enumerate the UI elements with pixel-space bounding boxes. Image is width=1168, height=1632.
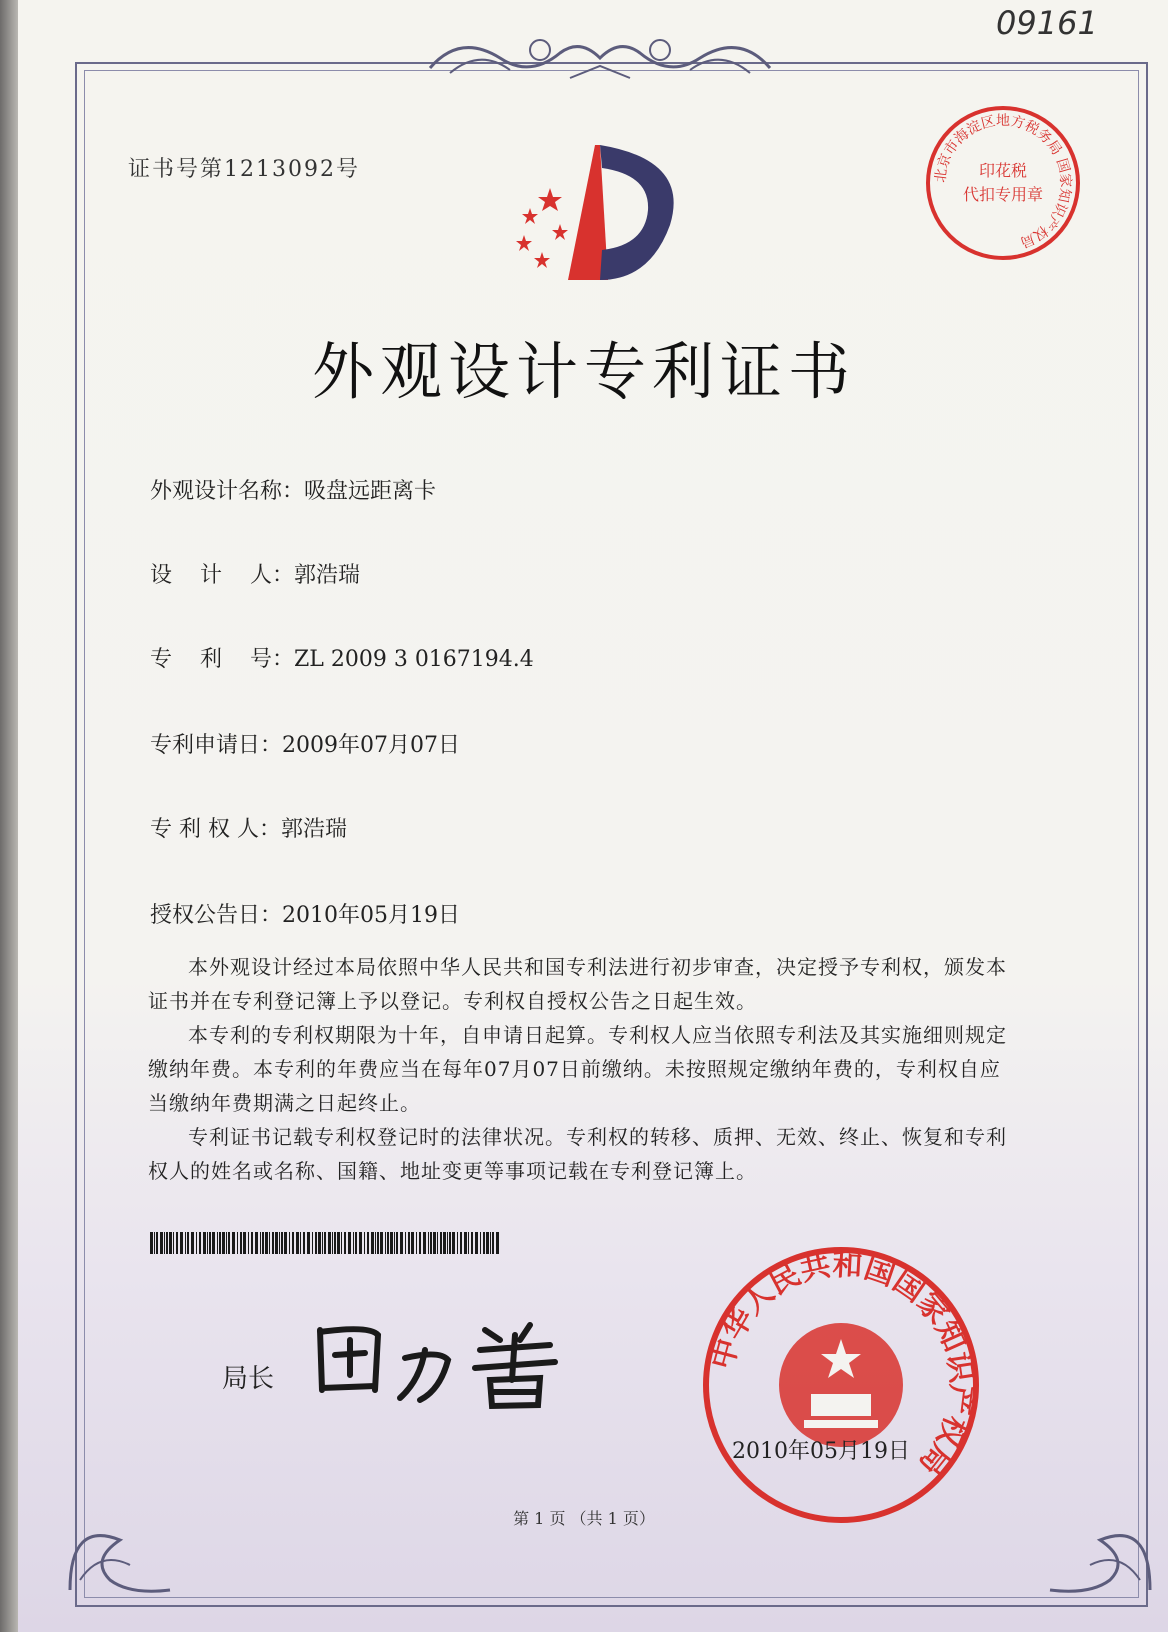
barcode-bar: [490, 1232, 491, 1254]
barcode-bar: [464, 1232, 467, 1254]
stamp-center-line2: 代扣专用章: [962, 185, 1044, 204]
barcode-bar: [367, 1232, 369, 1254]
barcode-bar: [400, 1232, 403, 1254]
field-value: 2009年07月07日: [282, 733, 460, 758]
handwritten-number: 09161: [996, 4, 1098, 42]
barcode-bar: [471, 1232, 473, 1254]
barcode-bar: [185, 1232, 186, 1254]
barcode-bar: [203, 1232, 206, 1254]
barcode-bar: [240, 1232, 242, 1254]
barcode-bar: [371, 1232, 374, 1254]
certificate-number: 证书号第1213092号: [128, 157, 360, 182]
body-paragraph: 本外观设计经过本局依照中华人民共和国专利法进行初步审查，决定授予专利权，颁发本证书并在专利登记簿上予以登记。专利权自授权公告之日起生效。: [148, 955, 1007, 1013]
director-signature: [300, 1310, 570, 1410]
barcode-bar: [265, 1232, 268, 1254]
application-date-field: [150, 728, 460, 759]
stamp-ring-text: 北京市海淀区地方税务局 国家知识产权局: [932, 112, 1074, 251]
barcode-bar: [423, 1232, 426, 1254]
barcode-bar: [196, 1232, 197, 1254]
barcode-bar: [364, 1232, 365, 1254]
body-paragraph: 本专利的专利权期限为十年，自申请日起算。专利权人应当依照专利法及其实施细则规定缴纳年费。本专利的年费应当在每年07月07日前缴纳。未按照规定缴纳年费的，专利权自应当缴纳年费期满之日起终止。: [148, 1023, 1007, 1115]
barcode-bar: [187, 1232, 189, 1254]
barcode-bar: [248, 1232, 249, 1254]
barcode-bar: [387, 1232, 389, 1254]
barcode-bar: [396, 1232, 398, 1254]
seal-ring-text: 中华人民共和国国家知识产权局: [704, 1247, 979, 1482]
barcode-bar: [385, 1232, 386, 1254]
barcode-bar: [380, 1232, 383, 1254]
barcode-bar: [475, 1232, 478, 1254]
field-value: 郭浩瑞: [293, 563, 360, 588]
barcode-bar: [217, 1232, 218, 1254]
barcode-bar: [344, 1232, 346, 1254]
svg-text:北京市海淀区地方税务局 国家知识产权局: [933, 112, 1074, 250]
barcode-bar: [359, 1232, 362, 1254]
barcode-bar: [449, 1232, 451, 1254]
scan-edge: [0, 0, 18, 1632]
barcode-bar: [492, 1232, 494, 1254]
barcode-bar: [337, 1232, 340, 1254]
barcode-bar: [440, 1232, 442, 1254]
barcode-bar: [332, 1232, 333, 1254]
barcode-bar: [154, 1232, 155, 1254]
barcode-bar: [156, 1232, 158, 1254]
field-label: 外观设计名称：: [150, 479, 305, 504]
director-label: 局长: [222, 1364, 275, 1394]
barcode-bar: [279, 1232, 280, 1254]
barcode-bar: [341, 1232, 342, 1254]
barcode-bar: [443, 1232, 446, 1254]
barcode-bar: [303, 1232, 305, 1254]
field-label: 设 计 人：: [150, 563, 294, 588]
national-emblem-icon: [779, 1323, 903, 1447]
tax-stamp: [924, 104, 1082, 262]
body-paragraph: 专利证书记载专利权登记时的法律状况。专利权的转移、质押、无效、终止、恢复和专利权人的姓名或名称、国籍、地址变更等事项记载在专利登记簿上。: [148, 1125, 1007, 1183]
barcode-bar: [237, 1232, 238, 1254]
page-title: 外观设计专利证书: [311, 335, 856, 408]
barcode-bar: [348, 1232, 351, 1254]
design-name-field: [150, 474, 436, 505]
field-label: 专 利 号：: [150, 647, 294, 672]
barcode-bar: [419, 1232, 421, 1254]
barcode-bar: [328, 1232, 331, 1254]
field-label: 专利申请日：: [150, 733, 283, 758]
barcode-bar: [355, 1232, 357, 1254]
patent-office-logo-icon: [500, 140, 700, 290]
barcode-bar: [180, 1232, 183, 1254]
barcode-bar: [243, 1232, 246, 1254]
barcode-bar: [307, 1232, 310, 1254]
barcode-bar: [300, 1232, 301, 1254]
barcode-bar: [437, 1232, 438, 1254]
barcode-bar: [160, 1232, 163, 1254]
field-value: ZL 2009 3 0167194.4: [293, 647, 534, 672]
corner-ornament-icon: [60, 1480, 180, 1600]
patent-number-field: [150, 642, 534, 673]
barcode-bar: [496, 1232, 499, 1254]
barcode-bar: [207, 1232, 208, 1254]
field-label: 授权公告日：: [150, 903, 283, 928]
barcode-bar: [169, 1232, 172, 1254]
barcode-bar: [416, 1232, 417, 1254]
barcode-bar: [377, 1232, 379, 1254]
barcode-bar: [275, 1232, 278, 1254]
barcode-bar: [312, 1232, 313, 1254]
barcode-bar: [251, 1232, 253, 1254]
barcode-bar: [322, 1232, 323, 1254]
field-value: 郭浩瑞: [280, 817, 347, 842]
barcode-bar: [324, 1232, 326, 1254]
barcode-bar: [226, 1232, 227, 1254]
barcode-bar: [457, 1232, 458, 1254]
stamp-center-line1: 印花税: [978, 161, 1028, 180]
field-value: 2010年05月19日: [282, 903, 460, 928]
barcode-bar: [173, 1232, 174, 1254]
barcode-bar: [460, 1232, 462, 1254]
barcode-bar: [255, 1232, 258, 1254]
barcode-bar: [219, 1232, 221, 1254]
barcode-bar: [199, 1232, 201, 1254]
barcode-bar: [447, 1232, 448, 1254]
barcode-bar: [222, 1232, 225, 1254]
barcode-bar: [289, 1232, 290, 1254]
barcode-bar: [334, 1232, 336, 1254]
barcode-bar: [353, 1232, 354, 1254]
grant-date-field: [150, 898, 460, 929]
barcode-bar: [405, 1232, 406, 1254]
barcode-bar: [318, 1232, 321, 1254]
barcode-bar: [483, 1232, 485, 1254]
field-label: 专 利 权 人：: [150, 817, 281, 842]
barcode-bar: [296, 1232, 299, 1254]
barcode-bar: [375, 1232, 376, 1254]
barcode-bar: [486, 1232, 489, 1254]
barcode-bar: [164, 1232, 165, 1254]
barcode-bar: [232, 1232, 235, 1254]
barcode-bar: [480, 1232, 481, 1254]
barcode-bar: [452, 1232, 455, 1254]
barcode-bar: [315, 1232, 317, 1254]
barcode-bar: [166, 1232, 168, 1254]
barcode-bar: [408, 1232, 410, 1254]
barcode-bar: [428, 1232, 429, 1254]
barcode-bar: [262, 1232, 264, 1254]
barcode-bar: [390, 1232, 393, 1254]
official-seal: [700, 1244, 982, 1526]
barcode-bar: [150, 1232, 153, 1254]
barcode-bar: [394, 1232, 395, 1254]
barcode-bar: [272, 1232, 274, 1254]
barcode-bar: [430, 1232, 432, 1254]
seal-date: 2010年05月19日: [732, 1439, 910, 1464]
barcode-bar: [260, 1232, 261, 1254]
barcode-bar: [284, 1232, 287, 1254]
patentee-field: [150, 812, 347, 843]
barcode-bar: [191, 1232, 194, 1254]
barcode-bar: [176, 1232, 178, 1254]
designer-field: [150, 558, 360, 589]
barcode-bar: [209, 1232, 211, 1254]
barcode-bar: [228, 1232, 230, 1254]
page-number: 第 1 页 （共 1 页）: [513, 1509, 655, 1528]
barcode-bar: [411, 1232, 414, 1254]
corner-ornament-icon: [1040, 1480, 1160, 1600]
barcode-icon: [150, 1232, 500, 1254]
ornament-top-icon: [420, 28, 780, 88]
barcode-bar: [292, 1232, 294, 1254]
barcode-bar: [281, 1232, 283, 1254]
field-value: 吸盘远距离卡: [304, 479, 437, 504]
barcode-bar: [433, 1232, 436, 1254]
barcode-bar: [468, 1232, 469, 1254]
barcode-bar: [212, 1232, 215, 1254]
barcode-bar: [269, 1232, 270, 1254]
